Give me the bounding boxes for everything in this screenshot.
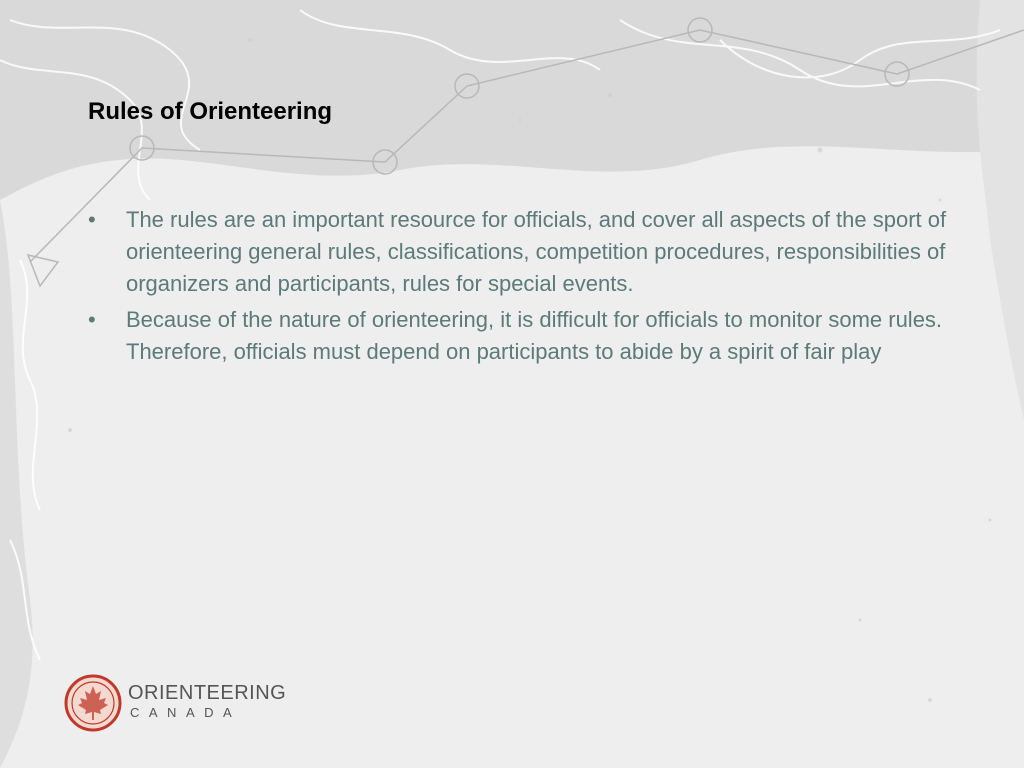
logo-subtitle: CANADA xyxy=(130,705,242,720)
slide-title: Rules of Orienteering xyxy=(88,98,333,125)
orienteering-canada-logo xyxy=(64,674,287,732)
maple-leaf-icon xyxy=(64,674,122,732)
bullet-marker: • xyxy=(88,307,96,332)
bullet-list xyxy=(88,204,948,372)
list-item xyxy=(88,204,948,300)
list-item xyxy=(88,304,948,368)
bullet-text: Because of the nature of orienteering, it is difficult for officials to monitor some rules. Therefore, officials must depend on participants to abide by a spirit of fair play xyxy=(126,307,943,364)
logo-name: ORIENTEERING xyxy=(128,682,287,704)
bullet-text: The rules are an important resource for officials, and cover all aspects of the sport of orienteering general rules, classifications, competition procedures, responsibilities of organizers and participants, rules for special events. xyxy=(126,207,947,296)
bullet-marker: • xyxy=(88,207,96,232)
